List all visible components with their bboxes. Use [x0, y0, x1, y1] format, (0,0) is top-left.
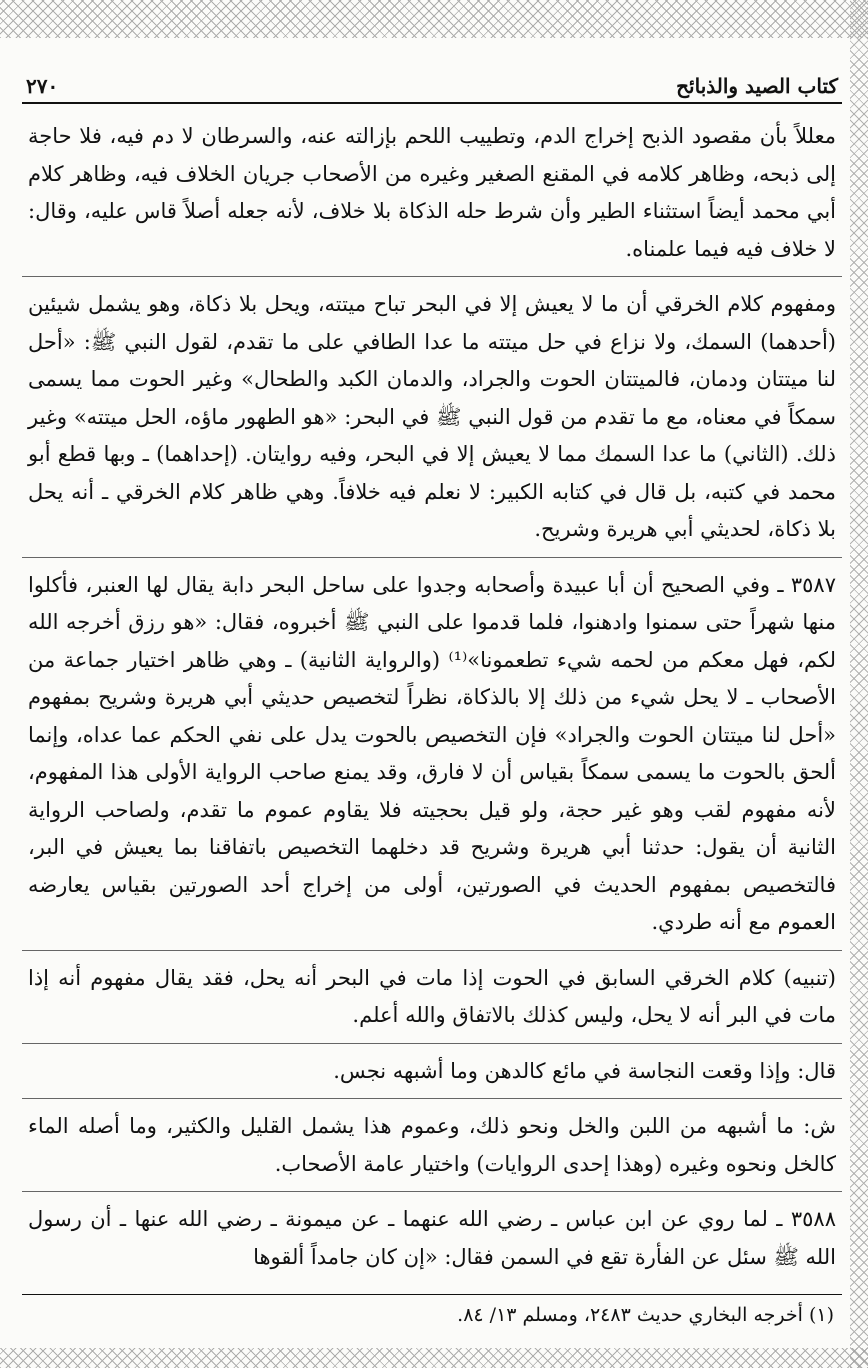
paragraph: قال: وإذا وقعت النجاسة في مائع كالدهن وما أشبهه نجس.	[333, 1058, 836, 1083]
page-body	[22, 118, 842, 1276]
paragraph: معللاً بأن مقصود الذبح إخراج الدم، وتطييب اللحم بإزالته عنه، والسرطان لا دم فيه، فلا حاجة إلى ذبحه، وظاهر كلامه في المقنع الصغير وغيره من الأصحاب جريان الخلاف فيه، وظاهر كلام أبي محمد أيضاً استثناء الطير وأن شرط حله الذكاة بلا خلاف، لأنه جعله أصلاً قاس عليه، وقال: لا خلاف فيه فيما علمناه.	[28, 124, 836, 261]
paragraph-separator	[22, 1043, 842, 1045]
paragraph: ش: ما أشبهه من اللبن والخل ونحو ذلك، وعموم هذا يشمل القليل والكثير، وما أصله الماء كالخل ونحوه وغيره (وهذا إحدى الروايات) واختيار عامة الأصحاب.	[28, 1114, 836, 1176]
paragraph: (تنبيه) كلام الخرقي السابق في الحوت إذا مات في البحر أنه يحل، فقد يقال مفهوم أنه إذا مات في البر أنه لا يحل، وليس كذلك بالاتفاق والله أعلم.	[28, 965, 836, 1027]
decorative-border-right	[850, 0, 868, 1368]
paragraph-separator	[22, 950, 842, 952]
footnote: (١) أخرجه البخاري حديث ٢٤٨٣، ومسلم ١٣/ ٨٤.	[457, 1304, 834, 1326]
paragraph: ومفهوم كلام الخرقي أن ما لا يعيش إلا في البحر تباح ميتته، ويحل بلا ذكاة، وهو يشمل شيئين (أحدهما) السمك، ولا نزاع في حل ميتته ما عدا الطافي على ما تقدم، لقول النبي ﷺ: «أحل لنا ميتتان ودمان، فالميتتان الحوت والجراد، والدمان الكبد والطحال» وغير الحوت مما يسمى سمكاً في معناه، مع ما تقدم من قول النبي ﷺ في البحر: «هو الطهور ماؤه، الحل ميتته» وغير ذلك. (الثاني) ما عدا السمك مما لا يعيش إلا في البحر، وفيه روايتان. (إحداهما) ـ وبها قطع أبو محمد في كتبه، بل قال في كتابه الكبير: لا نعلم فيه خلافاً. وهي ظاهر كلام الخرقي ـ أنه يحل بلا ذكاة، لحديثي أبي هريرة وشريح.	[28, 292, 836, 541]
paragraph-separator	[22, 276, 842, 278]
paragraph: ٣٥٨٧ ـ وفي الصحيح أن أبا عبيدة وأصحابه وجدوا على ساحل البحر دابة يقال لها العنبر، فأكلوا منها شهراً حتى سمنوا وادهنوا، فلما قدموا على النبي ﷺ أخبروه، فقال: «هو رزق أخرجه الله لكم، فهل معكم من لحمه شيء تطعمونا»⁽¹⁾ (والرواية الثانية) ـ وهي ظاهر اختيار جماعة من الأصحاب ـ لا يحل شيء من ذلك إلا بالذكاة، نظراً لتخصيص حديثي أبي هريرة وشريح بمفهوم «أحل لنا ميتتان الحوت والجراد» فإن التخصيص بالحوت يدل على نفي الحكم عما عداه، وإنما ألحق بالحوت ما يسمى سمكاً بقياس أن لا فارق، وقد يمنع صاحب الرواية الأولى هذا المفهوم، لأنه مفهوم لقب وهو غير حجة، ولو قيل بحجيته فلا يقاوم عموم ما تقدم، ولصاحب الرواية الثانية أن يقول: حدثنا أبي هريرة وشريح قد دخلهما التخصيص باتفاقنا بما يعيش في البر، فالتخصيص بمفهوم الحديث في الصورتين، أولى من إخراج أحد الصورتين بقياس يعارضه العموم مع أنه طردي.	[28, 572, 836, 934]
paragraph-separator	[22, 1098, 842, 1100]
running-header	[22, 58, 842, 104]
paragraph-separator	[22, 1191, 842, 1193]
page	[22, 58, 842, 1284]
footnote-rule	[22, 1294, 842, 1295]
decorative-border-top	[0, 0, 868, 38]
decorative-border-bottom	[0, 1348, 868, 1368]
page-number: ٢٧٠	[26, 74, 59, 98]
paragraph: ٣٥٨٨ ـ لما روي عن ابن عباس ـ رضي الله عنهما ـ عن ميمونة ـ رضي الله عنها ـ أن رسول الله ﷺ سئل عن الفأرة تقع في السمن فقال: «إن كان جامداً ألقوها	[28, 1207, 836, 1269]
book-chapter-title: كتاب الصيد والذبائح	[676, 74, 838, 98]
paragraph-separator	[22, 557, 842, 559]
